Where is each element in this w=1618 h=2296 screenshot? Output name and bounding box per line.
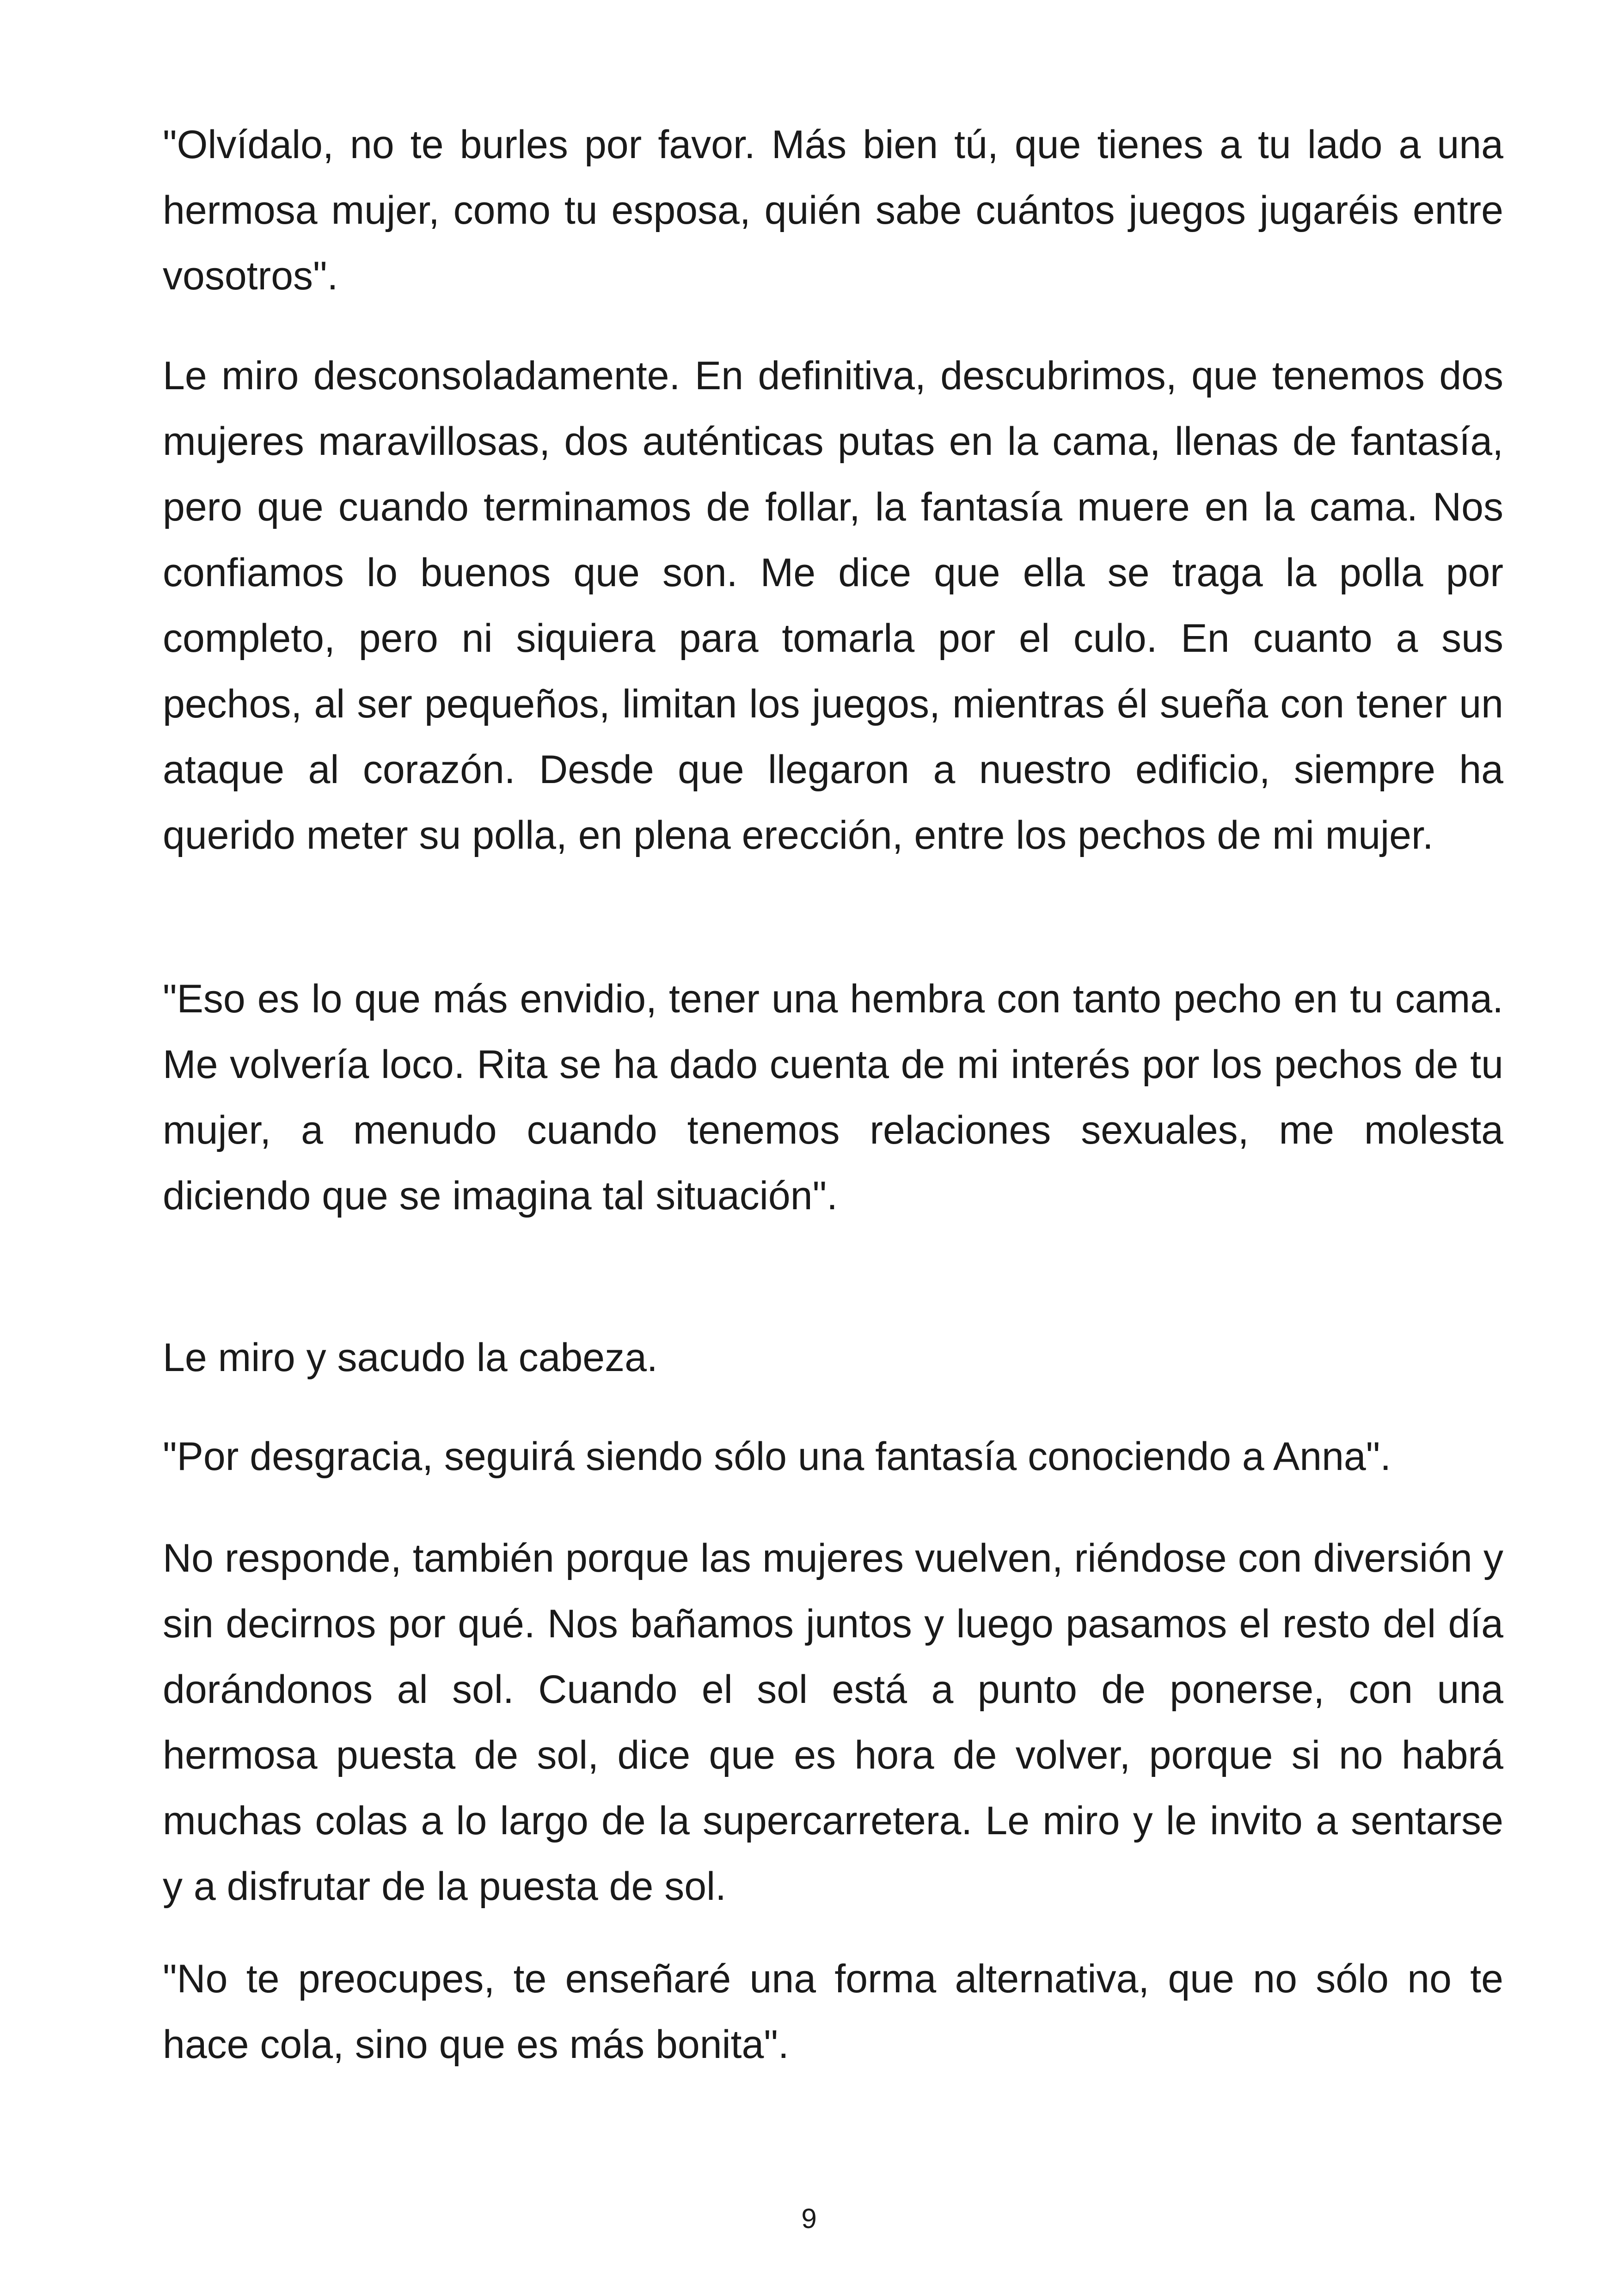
paragraph-2 [163,343,1503,868]
paragraph-3 [163,966,1503,1229]
paragraph-4 [163,1325,1503,1390]
paragraph-7 [163,1946,1503,2077]
paragraph-5 [163,1424,1503,1489]
paragraph-text: "Por desgracia, seguirá siendo sólo una fantasía conociendo a Anna". [163,1434,1391,1479]
paragraph-text: "No te preocupes, te enseñaré una forma alternativa, que no sólo no te hace cola, sino que es más bonita". [163,1957,1503,2067]
paragraph-6 [163,1525,1503,1919]
paragraph-text: Le miro y sacudo la cabeza. [163,1335,658,1380]
page-number: 9 [801,2203,817,2234]
paragraph-1 [163,112,1503,309]
paragraph-text: Le miro desconsoladamente. En definitiva, descubrimos, que tenemos dos mujeres maravillosas, dos auténticas putas en la cama, llenas de fantasía, pero que cuando terminamos de follar, la fantasía muere en la cama. Nos confiamos lo buenos que son. Me dice que ella se traga la polla por completo, pero ni siquiera para tomarla por el culo. En cuanto a sus pechos, al ser pequeños, limitan los juegos, mientras él sueña con tener un ataque al corazón. Desde que llegaron a nuestro edificio, siempre ha querido meter su polla, en plena erección, entre los pechos de mi mujer. [163,354,1503,857]
paragraph-text: "Eso es lo que más envidio, tener una hembra con tanto pecho en tu cama. Me volvería loco. Rita se ha dado cuenta de mi interés por los pechos de tu mujer, a menudo cuando tenemos relaciones sexuales, me molesta diciendo que se imagina tal situación". [163,977,1503,1218]
paragraph-text: No responde, también porque las mujeres vuelven, riéndose con diversión y sin decirnos por qué. Nos bañamos juntos y luego pasamos el resto del día dorándonos al sol. Cuando el sol está a punto de ponerse, con una hermosa puesta de sol, dice que es hora de volver, porque si no habrá muchas colas a lo largo de la supercarretera. Le miro y le invito a sentarse y a disfrutar de la puesta de sol. [163,1536,1503,1909]
paragraph-text: "Olvídalo, no te burles por favor. Más bien tú, que tienes a tu lado a una hermosa mujer, como tu esposa, quién sabe cuántos juegos jugaréis entre vosotros". [163,122,1503,298]
